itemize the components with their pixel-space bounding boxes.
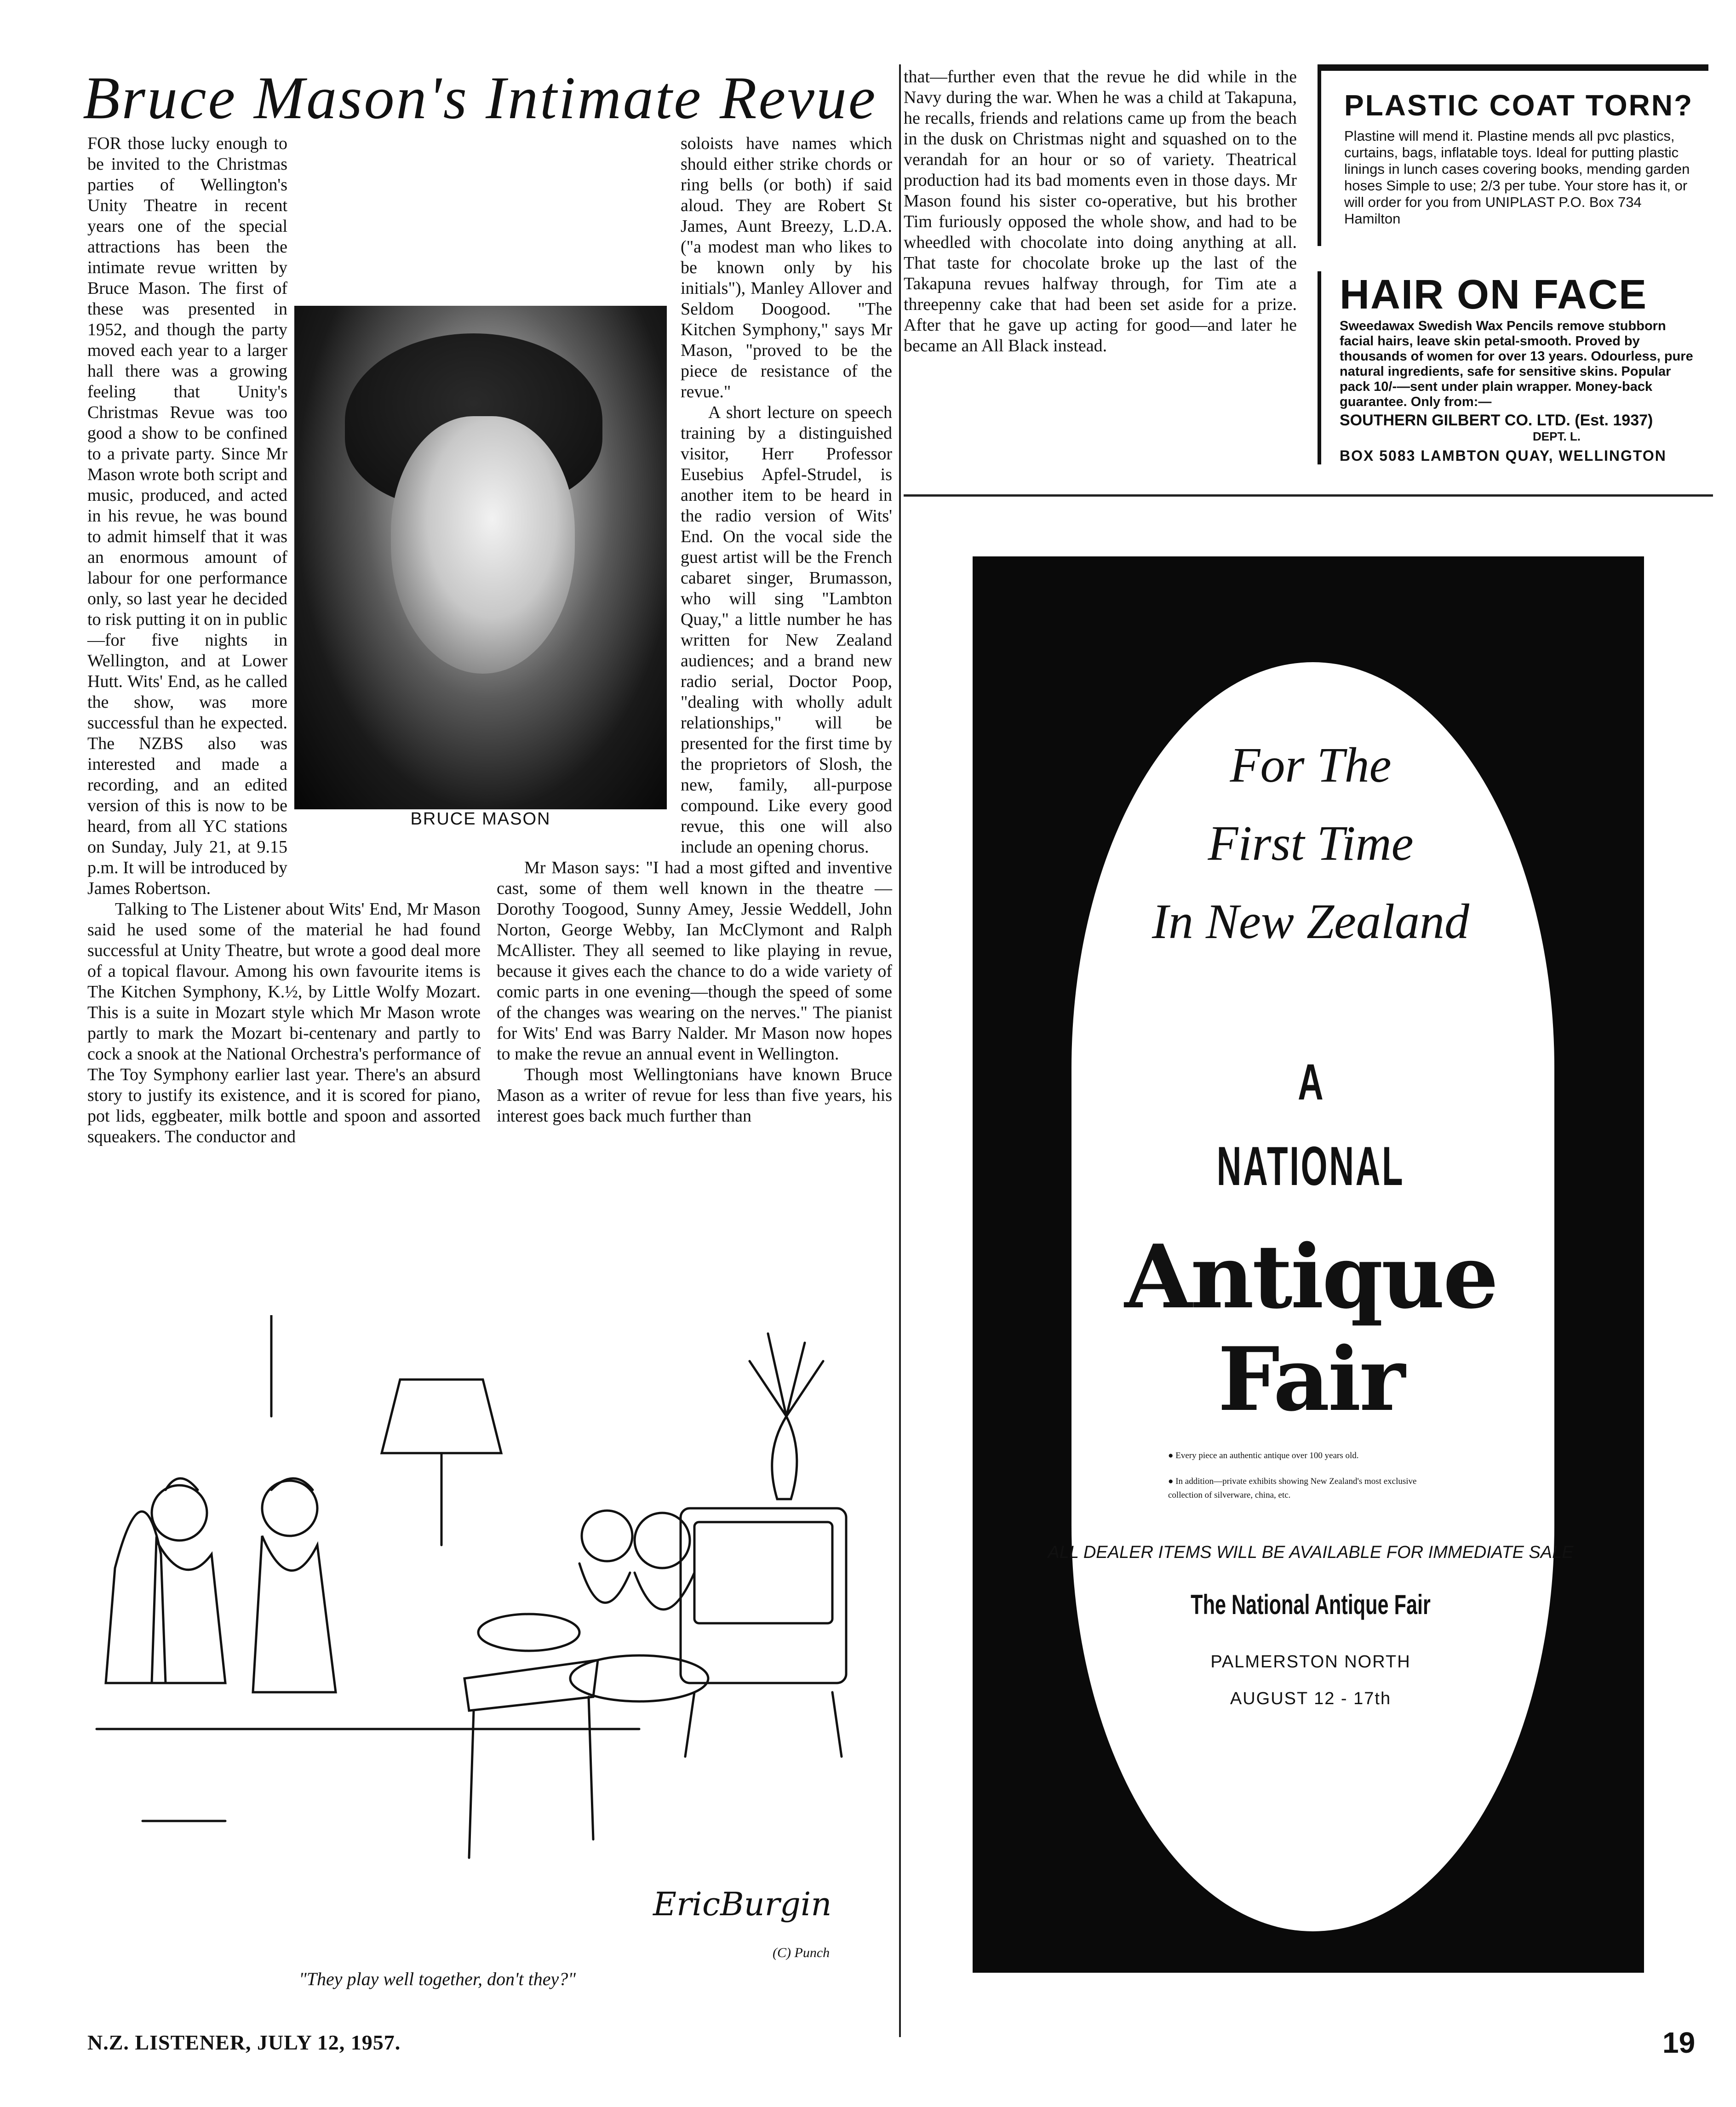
article-paragraph: FOR those lucky enough to be invited to the Christmas parties of Wellington's Unity Theatre in recent years one of the special attractions has been the intimate revue written by Bruce Mason. The first of these was presented in 1952, and though the party moved each year to a larger hall there was a growing feeling that Unity's Christmas Revue was too good a show to be confined to a private party. Since Mr Mason wrote both script and music, produced, and acted in his revue, he was bound to admit himself that it was an enormous amount of labour for one performance only, so last year he decided to risk putting it on in public—for five nights in Wellington, and at Lower Hutt. Wits' End, as he called the show, was more successful than he expected. The NZBS also was interested and made a recording, and an edited version of this is now to be heard, from all YC stations on Sunday, July 21, at 9.15 p.m. It will be introduced by James Robertson.	[87, 134, 287, 898]
article-column-3	[904, 67, 1297, 356]
cartoon-illustration	[87, 1315, 897, 1959]
ad-address: BOX 5083 LAMBTON QUAY, WELLINGTON	[1340, 447, 1667, 464]
fair-bullet: Every piece an authentic antique over 100 years old.	[1175, 1451, 1359, 1460]
ad-headline: HAIR ON FACE	[1340, 272, 1648, 318]
antique-fair-ad	[1030, 727, 1591, 1717]
cartoon-credit: (C) Punch	[773, 1945, 830, 1960]
fair-a: A	[1298, 1054, 1323, 1111]
cartoon-caption: "They play well together, don't they?"	[299, 1969, 576, 1989]
article-paragraph: A short lecture on speech training by a distinguished visitor, Herr Professor Eusebius Apfel-Strudel, is another item to be heard in the radio version of Wits' End. On the vocal side the guest artist will be the French cabaret singer, Brumasson, who will sing "Lambton Quay," a little number he has written for New Zealand audiences; and a brand new radio serial, Doctor Poop, "dealing with wholly adult relationships," will be presented for the first time by the proprietors of Slosh, the new, family, all-purpose compound. Like every good revue, this one will also include an opening chorus.	[681, 403, 892, 857]
article-paragraph: Talking to The Listener about Wits' End, Mr Mason said he used some of the material he had found successful at Unity Theatre, but wrote a good deal more of a topical flavour. Among his own favourite items is The Kitchen Symphony, K.½, by Little Wolfy Mozart. This is a suite in Mozart style which Mr Mason wrote partly to mark the Mozart bi-centenary and partly to cock a snook at the National Orchestra's performance of The Toy Symphony earlier last year. There's an absurd story to justify its existence, and it is scored for piano, pot lids, eggbeater, milk bottle and spoon and assorted squeakers. The conductor and	[87, 899, 481, 1146]
fair-line-1: For The	[1230, 738, 1392, 793]
article-paragraph: Mr Mason says: "I had a most gifted and inventive cast, some of them well known in the theatre — Dorothy Toogood, Sunny Amey, Jessie Weddell, John Norton, George Webby, Ian McClymont and Ralph McAllister. They all seemed to like playing in revue, because it gives each the chance to do a wide variety of comic parts in one evening—though the speed of some of the changes was wearing on the nerves." The pianist for Wits' End was Barry Nalder. Mr Mason now hopes to make the revue an annual event in Wellington.	[497, 858, 892, 1064]
fair-national: NATIONAL	[1216, 1135, 1405, 1197]
fair-city: PALMERSTON NORTH	[1210, 1652, 1411, 1672]
publication-footer: N.Z. LISTENER, JULY 12, 1957.	[87, 2031, 401, 2054]
plastic-coat-ad	[1318, 64, 1708, 246]
article-title: Bruce Mason's Intimate Revue	[83, 64, 877, 132]
ad-body: Plastine will mend it. Plastine mends all pvc plastics, curtains, bags, inflatable toys. Ideal for putting plastic linings in lunch cases covering books, mending garden hoses Simple to use; 2/3 per tube. Your store has it, or will order for you from UNIPLAST P.O. Box 734 Hamilton	[1344, 128, 1690, 227]
fair-line-2: First Time	[1208, 816, 1414, 871]
section-divider	[904, 494, 1713, 497]
page-number: 19	[1662, 2026, 1696, 2059]
ad-dept: DEPT. L.	[1533, 429, 1581, 443]
fair-organizer: The National Antique Fair	[1191, 1589, 1431, 1620]
article-paragraph: soloists have names which should either strike chords or ring bells (or both) if said aloud. They are Robert St James, Aunt Breezy, L.D.A. ("a modest man who likes to be known only by his initials"), Manley Allover and Seldom Doogood. "The Kitchen Symphony," says Mr Mason, "proved to be the piece de resistance of the revue."	[681, 134, 892, 401]
ad-body: Sweedawax Swedish Wax Pencils remove stubborn facial hairs, leave skin petal-smooth. Proved by thousands of women for over 13 years. Odourless, pure natural ingredients, safe for sensitive skins. Popular pack 10/-—sent under plain wrapper. Money-back guarantee. Only from:—	[1340, 319, 1693, 409]
fair-line-3: In New Zealand	[1152, 894, 1469, 949]
fair-dates: AUGUST 12 - 17th	[1230, 1689, 1392, 1708]
fair-dealer-note: ALL DEALER ITEMS WILL BE AVAILABLE FOR IMMEDIATE SALE	[1048, 1543, 1574, 1562]
article-paragraph: that—further even that the revue he did while in the Navy during the war. When he was a child at Takapuna, he recalls, friends and relations came up from the beach in the dusk on Christmas night and squashed on to the verandah for an hour or so of variety. Theatrical production had its bad moments even in those days. Mr Mason found his sister co-operative, but his brother Tim furiously opposed the whole show, and had to be wheedled with chocolate into doing anything at all. That taste for chocolate broke up the last of the Takapuna revues halfway through, for Tim ate a threepenny cake that had been set aside for a prize. After that he gave up acting for good—and later he became an All Black instead.	[904, 67, 1297, 355]
photo-caption: BRUCE MASON	[294, 809, 667, 829]
fair-bullets: ● Every piece an authentic antique over 100 years old. ● In addition—private exhibits showing New Zealand's most exclusive collection of silverware, china, etc.	[1168, 1451, 1417, 1500]
ad-headline: PLASTIC COAT TORN?	[1344, 89, 1694, 122]
article-column-2	[497, 133, 892, 1127]
hair-on-face-ad	[1318, 271, 1708, 464]
fair-name: Antique Fair	[1124, 1225, 1497, 1431]
ad-company: SOUTHERN GILBERT CO. LTD. (Est. 1937)	[1340, 412, 1653, 429]
column-divider	[899, 64, 901, 2037]
fair-location	[1030, 1643, 1591, 1717]
article-paragraph: Though most Wellingtonians have known Bruce Mason as a writer of revue for less than five years, his interest goes back much further than	[497, 1065, 892, 1126]
cartoonist-signature: EricBurgin	[653, 1885, 832, 1923]
fair-bullet: In addition—private exhibits showing New Zealand's most exclusive collection of silverware, china, etc.	[1168, 1477, 1417, 1500]
